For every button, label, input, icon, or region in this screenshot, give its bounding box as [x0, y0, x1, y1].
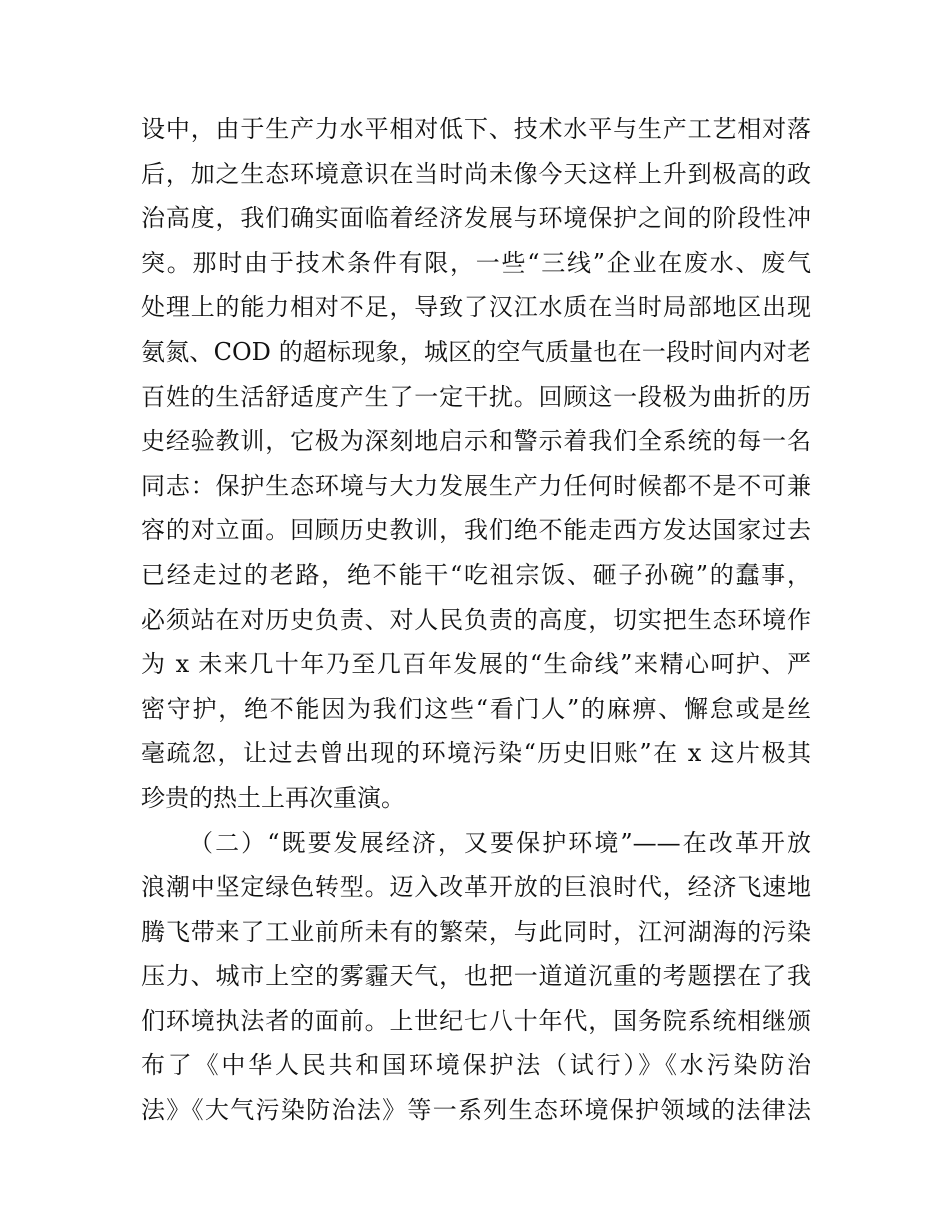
paragraph-line: 百姓的生活舒适度产生了一定干扰。回顾这一段极为曲折的历: [141, 382, 811, 411]
paragraph-line: 毫疏忽，让过去曾出现的环境污染“历史旧账”在 x 这片极其: [141, 739, 811, 768]
paragraph-line: 史经验教训，它极为深刻地启示和警示着我们全系统的每一名: [141, 427, 811, 456]
document-body: [141, 107, 811, 1133]
paragraph-line: 氨氮、COD 的超标现象，城区的空气质量也在一段时间内对老: [141, 337, 811, 366]
paragraph-line: 必须站在对历史负责、对人民负责的高度，切实把生态环境作: [141, 605, 811, 634]
paragraph-line: 容的对立面。回顾历史教训，我们绝不能走西方发达国家过去: [141, 516, 811, 545]
paragraph-line: 突。那时由于技术条件有限，一些“三线”企业在废水、废气: [141, 248, 811, 277]
paragraph-line: 同志：保护生态环境与大力发展生产力任何时候都不是不可兼: [141, 471, 811, 500]
paragraph-line: 密守护，绝不能因为我们这些“看门人”的麻痹、懈怠或是丝: [141, 694, 811, 723]
paragraph-1: [141, 107, 811, 821]
paragraph-line: 设中，由于生产力水平相对低下、技术水平与生产工艺相对落: [141, 115, 811, 143]
paragraph-line: 珍贵的热土上再次重演。: [141, 783, 405, 812]
paragraph-line: 压力、城市上空的雾霾天气，也把一道道沉重的考题摆在了我: [141, 962, 811, 991]
paragraph-line: 后，加之生态环境意识在当时尚未像今天这样上升到极高的政: [141, 159, 811, 188]
paragraph-line: 法》《大气污染防治法》等一系列生态环境保护领域的法律法: [141, 1096, 811, 1125]
paragraph-line: 布了《中华人民共和国环境保护法（试行）》《水污染防治: [141, 1051, 811, 1080]
paragraph-line: 已经走过的老路，绝不能干“吃祖宗饭、砸子孙碗”的蠢事，: [141, 560, 811, 589]
section-heading-line: （二）“既要发展经济，又要保护环境”——在改革开放: [189, 828, 811, 857]
paragraph-line: 们环境执法者的面前。上世纪七八十年代，国务院系统相继颁: [141, 1006, 811, 1035]
paragraph-line: 浪潮中坚定绿色转型。迈入改革开放的巨浪时代，经济飞速地: [141, 873, 811, 902]
paragraph-line: 腾飞带来了工业前所未有的繁荣，与此同时，江河湖海的污染: [141, 917, 811, 946]
paragraph-line: 为 x 未来几十年乃至几百年发展的“生命线”来精心呵护、严: [141, 650, 811, 679]
paragraph-line: 治高度，我们确实面临着经济发展与环境保护之间的阶段性冲: [141, 204, 811, 233]
paragraph-2: [141, 821, 811, 1133]
paragraph-line: 处理上的能力相对不足，导致了汉江水质在当时局部地区出现: [141, 293, 811, 322]
